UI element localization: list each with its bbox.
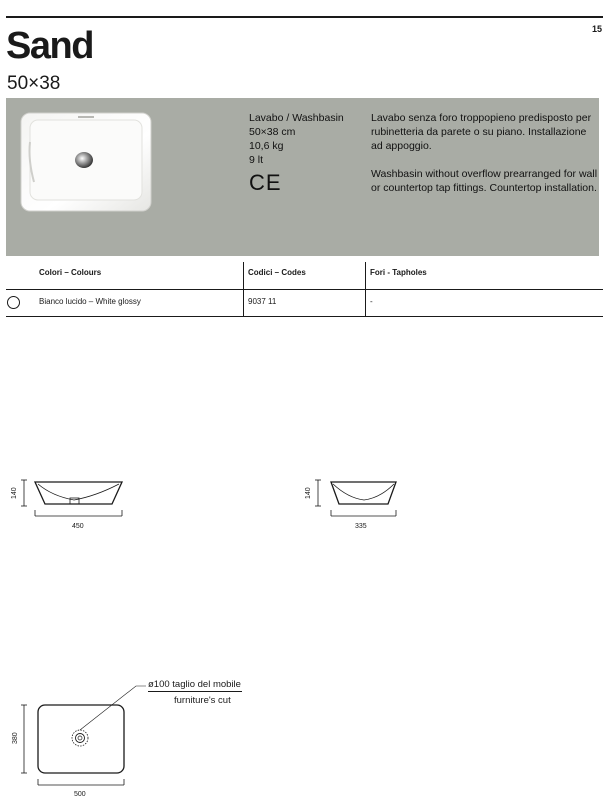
ce-mark-icon: CE [249,170,282,195]
top-width-label: 500 [74,791,86,798]
product-title: Sand [6,25,93,67]
side-elevation-drawing [302,474,402,536]
top-height-label: 380 [12,732,19,744]
row-colour: Bianco lucido – White glossy [6,290,244,316]
header-tapholes: Fori - Tapholes [370,268,427,277]
header-codes: Codici – Codes [244,262,366,289]
table-row [6,290,603,317]
spec-type: Lavabo / Washbasin [249,112,344,124]
side-width-label: 335 [355,523,367,530]
product-size: 50×38 [7,73,61,94]
product-info-band [6,98,599,256]
row-code: 9037 11 [244,290,366,316]
front-elevation-drawing [8,474,138,536]
page-number: 15 [591,24,602,34]
front-height-label: 140 [11,487,18,499]
spec-volume: 9 lt [249,154,264,166]
white-glossy-swatch-icon [7,296,20,309]
cut-label-it: ø100 taglio del mobile [148,679,241,690]
description [371,111,599,195]
codes-table [6,262,603,317]
top-rule [6,16,603,18]
front-width-label: 450 [72,523,84,530]
header-colours: Colori – Colours [6,262,244,289]
row-tapholes: - [370,297,373,306]
spec-dimensions: 50×38 cm [249,126,296,138]
table-header-row [6,262,603,290]
washbasin-photo [20,112,152,212]
description-en: Washbasin without overflow prearranged for wall or countertop tap fittings. Countertop installation. [371,168,598,194]
side-height-label: 140 [305,487,312,499]
spec-block [249,111,344,195]
description-it: Lavabo senza foro troppopieno predisposto per rubinetteria da parete o su piano. Installazione ad appoggio. [371,112,592,152]
spec-weight: 10,6 kg [249,140,284,152]
cut-label-en: furniture's cut [174,695,231,706]
top-plan-drawing [8,674,158,800]
